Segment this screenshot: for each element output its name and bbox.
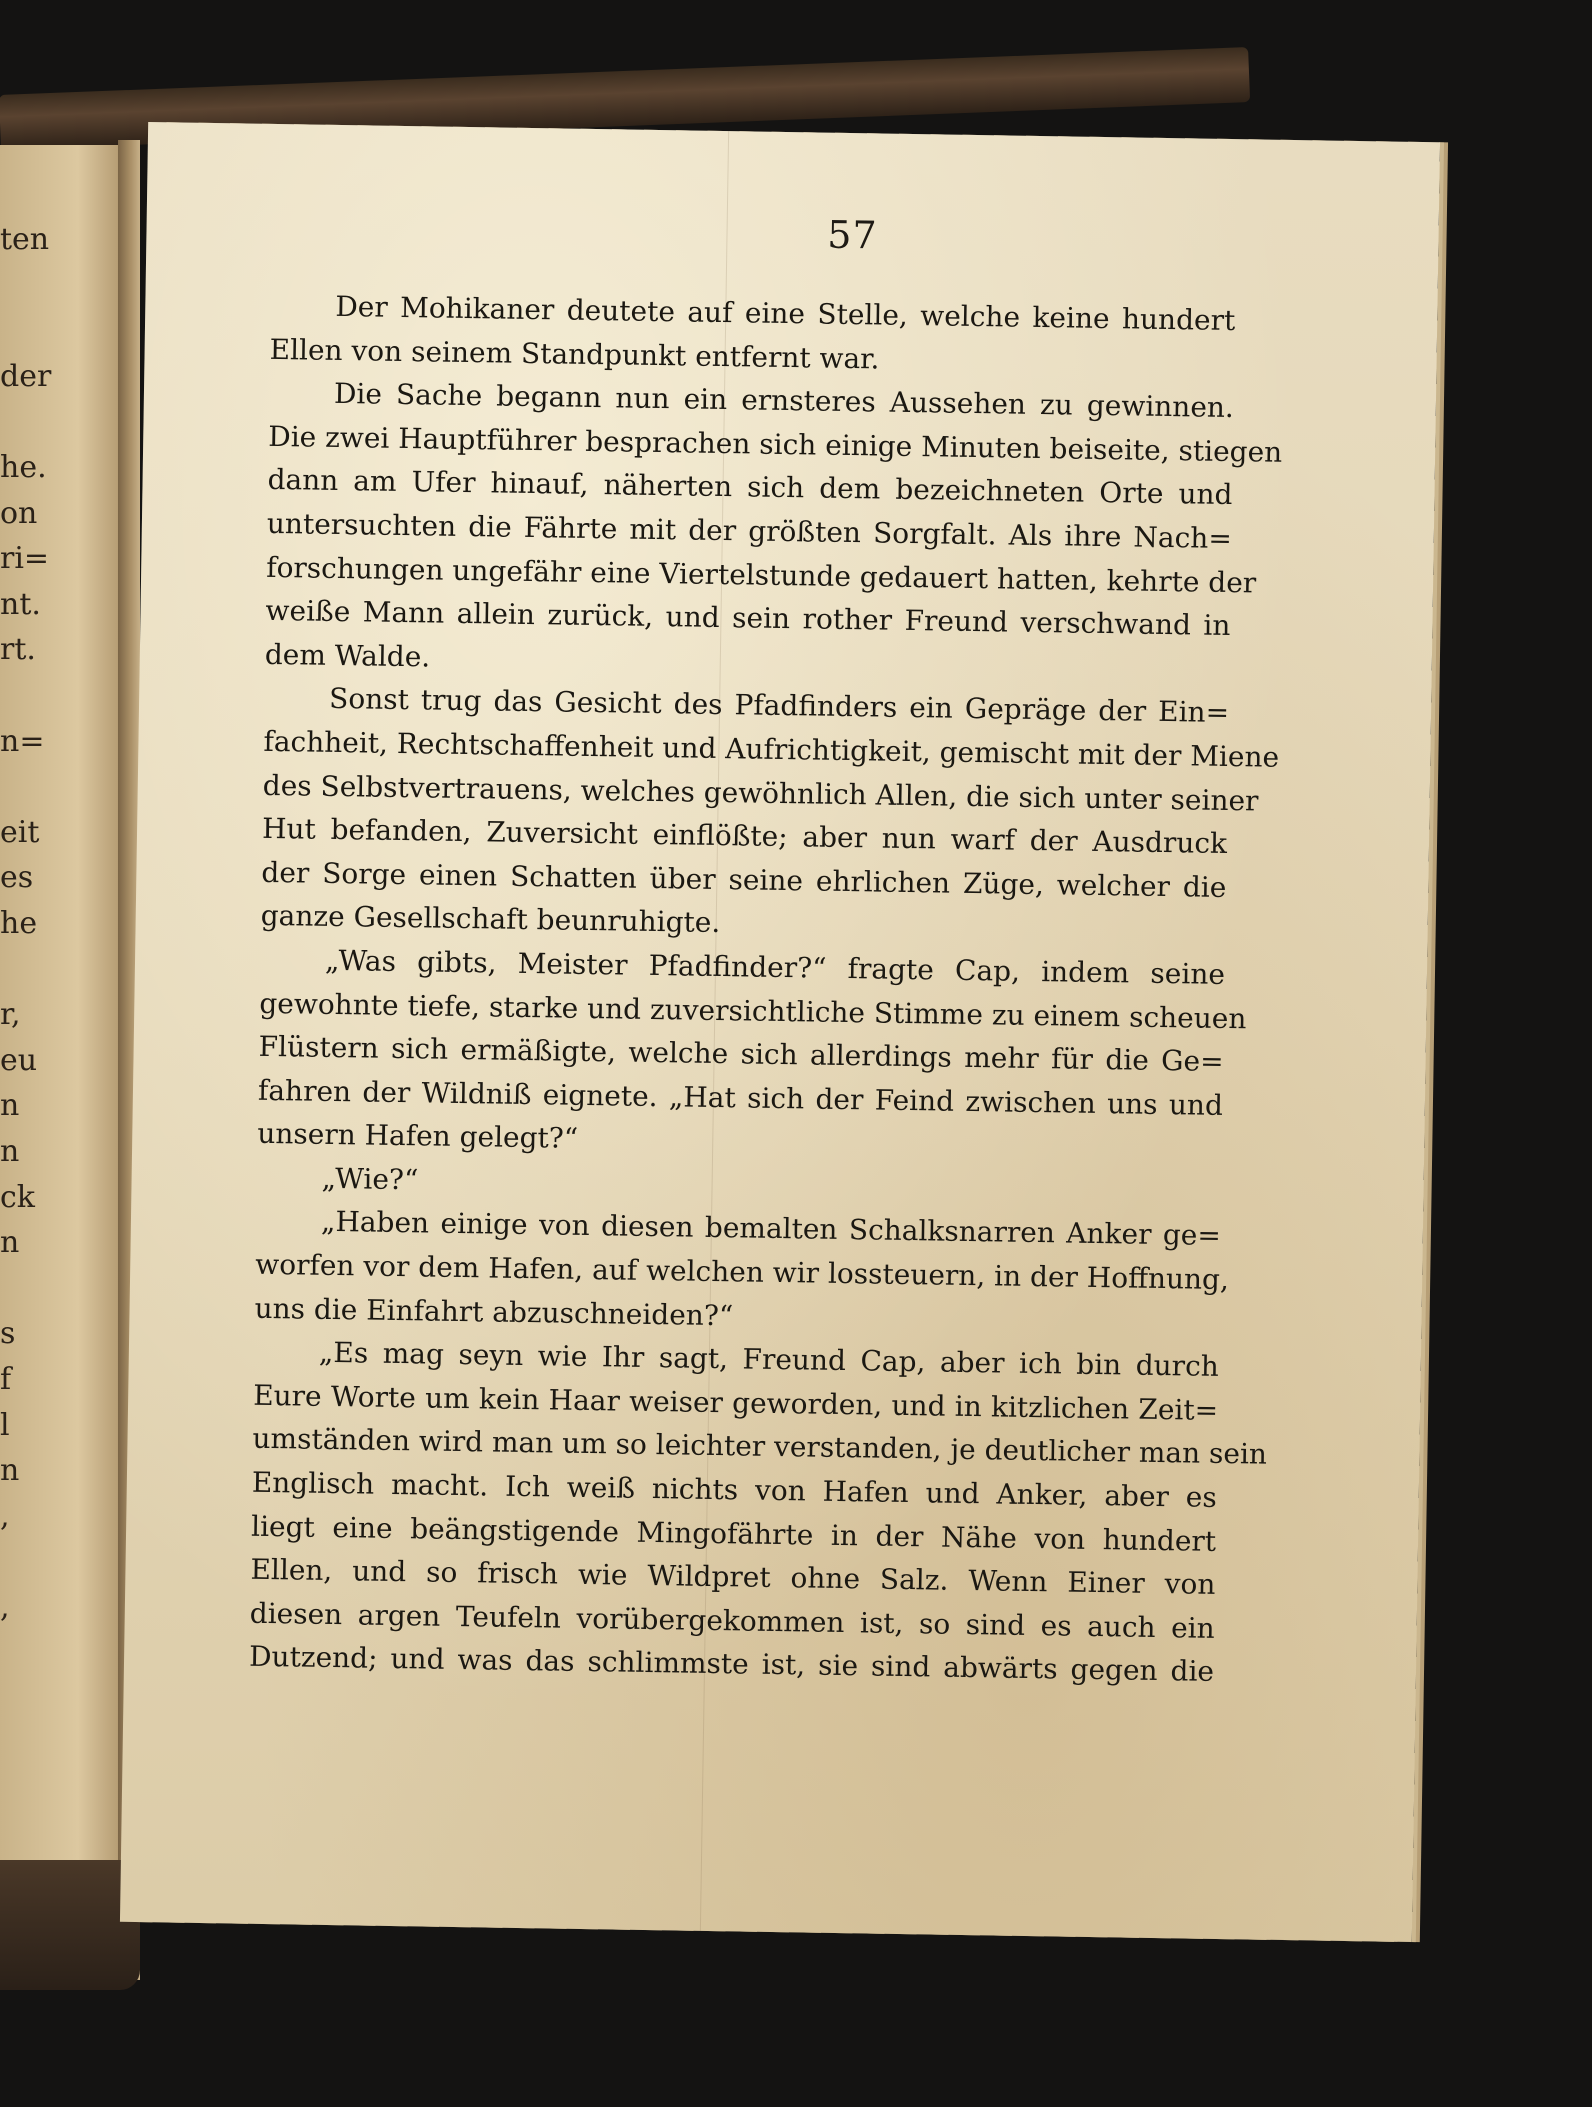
text-line: „Haben einige von diesen bemalten Schalksnarren Anker ge= xyxy=(320,1205,1222,1253)
text-line: liegt eine beängstigende Mingofährte in der Nähe von hundert xyxy=(250,1509,1217,1558)
text-line: dann am Ufer hinauf, näherten sich dem bezeichneten Orte und xyxy=(267,463,1233,512)
left-page-fragment: on xyxy=(0,495,38,531)
left-page-fragment: nt. xyxy=(0,586,41,622)
left-page-fragment: n xyxy=(0,1453,20,1489)
left-page xyxy=(0,145,130,1975)
left-page-fragment: ten xyxy=(0,222,50,257)
text-line: Sonst trug das Gesicht des Pfadfinders ein Gepräge der Ein= xyxy=(328,682,1230,730)
left-page-fragment: der xyxy=(0,358,52,394)
text-line: „Was gibts, Meister Pfadfinder?“ fragte Cap, indem seine xyxy=(324,943,1226,991)
text-line: „Es mag seyn wie Ihr sagt, Freund Cap, aber ich bin durch xyxy=(318,1336,1220,1384)
left-page-fragment: ck xyxy=(0,1179,35,1215)
left-page-fragment: n xyxy=(0,1225,20,1261)
text-line: uns die Einfahrt abzuschneiden?“ xyxy=(254,1291,734,1332)
text-line: Flüstern sich ermäßigte, welche sich allerdings mehr für die Ge= xyxy=(258,1029,1224,1079)
text-line: gewohnte tiefe, starke und zuversichtliche Stimme zu einem scheuen xyxy=(259,986,1247,1035)
text-line: diesen argen Teufeln vorübergekommen ist, so sind es auch ein xyxy=(249,1596,1215,1645)
text-line: umständen wird man um so leichter verstanden, je deutlicher man sein xyxy=(252,1422,1268,1472)
left-page-fragment: , xyxy=(0,1590,10,1625)
text-line: unsern Hafen gelegt?“ xyxy=(257,1117,579,1156)
left-page-fragment: n= xyxy=(0,723,45,759)
text-line: Ellen von seinem Standpunkt entfernt war. xyxy=(269,332,880,376)
right-page xyxy=(120,122,1440,1942)
text-line: ganze Gesellschaft beunruhigte. xyxy=(260,899,721,940)
text-line: Eure Worte um kein Haar weiser geworden, und in kitzlichen Zeit= xyxy=(252,1378,1219,1427)
text-line: des Selbstvertrauens, welches gewöhnlich Allen, die sich unter seiner xyxy=(262,768,1259,818)
body-text xyxy=(248,284,1283,1694)
left-page-fragment: rt. xyxy=(0,632,36,668)
text-line: „Wie?“ xyxy=(321,1161,419,1197)
left-page-fragment: ri= xyxy=(0,541,50,577)
text-line: weiße Mann allein zurück, und sein rother Freund verschwand in xyxy=(265,594,1231,643)
left-page-fragment: l xyxy=(0,1407,10,1443)
left-page-fragment: r, xyxy=(0,997,21,1033)
left-page-fragment: es xyxy=(0,860,34,896)
text-line: fahren der Wildniß eignete. „Hat sich der Feind zwischen uns und xyxy=(257,1073,1224,1122)
text-line: dem Walde. xyxy=(264,637,431,674)
left-page-fragment: he xyxy=(0,906,38,941)
text-line: untersuchten die Fährte mit der größten Sorgfalt. Als ihre Nach= xyxy=(266,506,1233,556)
text-line: Hut befanden, Zuversicht einflößte; aber nun warf der Ausdruck xyxy=(261,811,1228,861)
left-page-fragment: f xyxy=(0,1362,12,1397)
text-line: Englisch macht. Ich weiß nichts von Hafen und Anker, aber es xyxy=(251,1465,1218,1514)
book-back-edge xyxy=(0,1860,140,1990)
left-page-fragment: he. xyxy=(0,450,47,485)
left-page-fragment: eu xyxy=(0,1042,38,1078)
left-page-fragment: , xyxy=(0,1498,10,1534)
text-line: worfen vor dem Hafen, auf welchen wir lossteuern, in der Hoffnung, xyxy=(255,1247,1230,1297)
left-page-fragment: s xyxy=(0,1316,16,1352)
text-line: der Sorge einen Schatten über seine ehrlichen Züge, welcher die xyxy=(261,855,1227,904)
text-line: Dutzend; und was das schlimmste ist, sie sind abwärts gegen die xyxy=(248,1640,1215,1689)
text-line: fachheit, Rechtschaffenheit und Aufrichtigkeit, gemischt mit der Miene xyxy=(263,724,1280,774)
text-line: Der Mohikaner deutete auf eine Stelle, welche keine hundert xyxy=(335,289,1236,338)
text-line: forschungen ungefähr eine Viertelstunde gedauert hatten, kehrte der xyxy=(265,550,1257,599)
text-line: Die Sache begann nun ein ernsteres Aussehen zu gewinnen. xyxy=(333,377,1235,425)
text-line: Die zwei Hauptführer besprachen sich einige Minuten beiseite, stiegen xyxy=(268,419,1283,469)
left-page-fragment: eit xyxy=(0,814,40,850)
page-number: 57 xyxy=(826,212,879,258)
left-page-fragment: n xyxy=(0,1134,20,1169)
text-line: Ellen, und so frisch wie Wildpret ohne Salz. Wenn Einer von xyxy=(250,1552,1216,1602)
left-page-fragment: n xyxy=(0,1088,20,1124)
